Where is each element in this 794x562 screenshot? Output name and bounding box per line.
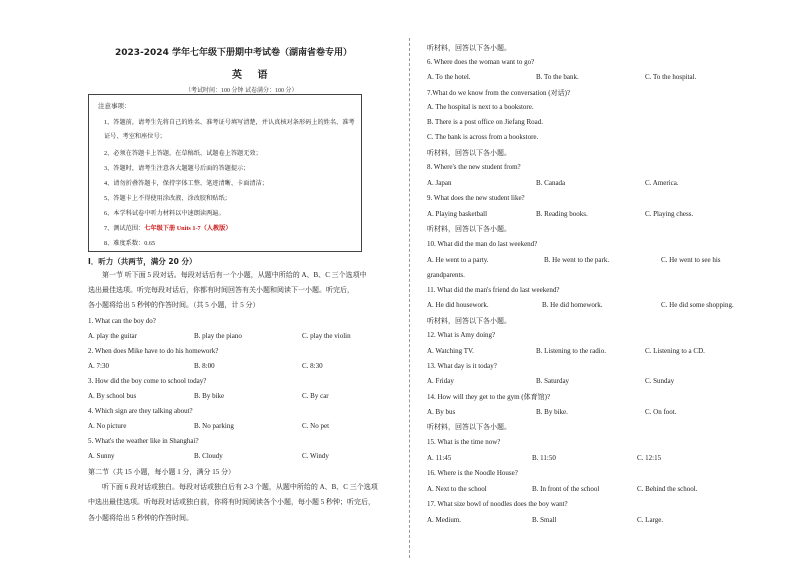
listening-heading: I．听力（共两节，满分 20 分）: [88, 257, 197, 266]
q9-option-a: A. Playing basketball: [427, 210, 488, 218]
subject-title: 英 语: [232, 70, 274, 81]
q3-option-b: B. By bike: [194, 392, 225, 400]
q13-option-a: A. Friday: [427, 377, 454, 385]
question-5: 5. What's the weather like in Shanghai?: [88, 437, 199, 445]
q17-option-a: A. Medium.: [427, 516, 462, 524]
notice-title: 注意事项：: [98, 103, 131, 110]
q14-option-c: C. On foot.: [645, 408, 677, 416]
question-9: 9. What does the new student like?: [427, 194, 525, 202]
question-12: 12. What is Amy doing?: [427, 331, 496, 339]
part1-intro-line1: 第一节 听下面 5 段对话。每段对话后有一个小题，从题中所给的 A、B、C 三个选项中: [102, 271, 367, 279]
exam-meta: （考试时间：100 分钟 试卷满分：100 分）: [185, 88, 298, 94]
q8-option-a: A. Japan: [427, 179, 452, 187]
q11-option-c: C. He did some shopping.: [661, 301, 734, 309]
q15-option-b: B. 11:50: [532, 454, 556, 462]
q10-option-c: C. He went to see his: [661, 256, 721, 264]
q12-option-a: A. Watching TV.: [427, 347, 474, 355]
question-6: 6. Where does the woman want to go?: [427, 58, 535, 66]
part2-intro-line3: 各小题将给出 5 秒钟的作答时间。: [88, 514, 193, 522]
test-scope: 七年级下册 Units 1-7（人教版）: [144, 225, 232, 232]
column-divider: [409, 38, 410, 558]
notice-item-4: 4、请勿折叠答题卡，保持字体工整、笔迹清晰、卡面清洁；: [104, 180, 268, 187]
q5-option-b: B. Cloudy: [194, 452, 223, 460]
exam-title: 2023-2024 学年七年级下册期中考试卷（湖南省卷专用）: [115, 48, 352, 58]
q4-option-a: A. No picture: [88, 422, 127, 430]
q6-option-a: A. To the hotel.: [427, 73, 471, 81]
q4-option-b: B. No parking: [194, 422, 234, 430]
q9-option-c: C. Playing chess.: [645, 210, 694, 218]
q13-option-c: C. Sunday: [645, 377, 675, 385]
instruction-listen-1: 听材料，回答以下各小题。: [427, 44, 511, 52]
part2-intro-line1: 听下面 6 段对话或独白。每段对话或独白后有 2-3 个题，从题中所给的 A、B、C 三个选项: [102, 483, 378, 491]
q1-option-c: C. play the violin: [302, 332, 351, 340]
q3-option-a: A. By school bus: [88, 392, 137, 400]
q17-option-b: B. Small: [532, 516, 557, 524]
q12-option-b: B. Listening to the radio.: [536, 347, 606, 355]
q13-option-b: B. Saturday: [536, 377, 570, 385]
q6-option-c: C. To the hospital.: [645, 73, 697, 81]
part1-intro-line2: 选出最佳选项。听完每段对话后，你都有时间回答有关小题和阅读下一小题。听完后，: [88, 286, 354, 294]
question-8: 8. Where's the new student from?: [427, 163, 521, 171]
q2-option-c: C. 8:30: [302, 362, 323, 370]
q15-option-a: A. 11:45: [427, 454, 452, 462]
q10-option-b: B. He went to the park.: [544, 256, 610, 264]
notice-item-1: [104, 116, 356, 144]
q5-option-a: A. Sunny: [88, 452, 115, 460]
notice-item-3: 3、答题时，请考生注意各大题题号后面的答题提示；: [104, 165, 250, 172]
question-4: 4. Which sign are they talking about?: [88, 407, 193, 415]
question-3: 3. How did the boy come to school today?: [88, 377, 207, 385]
question-15: 15. What is the time now?: [427, 438, 501, 446]
q1-option-b: B. play the piano: [194, 332, 242, 340]
q11-option-b: B. He did homework.: [542, 301, 603, 309]
question-16: 16. Where is the Noodle House?: [427, 469, 518, 477]
notice-item-7: [104, 223, 232, 232]
notice-item-5: 5、答题卡上不得使用涂改液、涂改胶和贴纸；: [104, 195, 231, 202]
notice-item-2: 2、必须在答题卡上答题，在草稿纸、试题卷上答题无效；: [104, 150, 262, 157]
part2-intro-line2: 中选出最佳选项。听每段对话或独白前，你将有时间阅读各个小题，每小题 5 秒钟；听完后，: [88, 498, 375, 506]
q17-option-c: C. Large.: [637, 516, 664, 524]
q15-option-c: C. 12:15: [637, 454, 662, 462]
notice-item-6: 6、本学科试卷中听力材料以中速朗读两遍。: [104, 210, 225, 217]
q10-option-c-cont: grandparents.: [427, 271, 465, 279]
instruction-listen-5: 听材料，回答以下各小题。: [427, 423, 511, 431]
q3-option-c: C. By car: [302, 392, 329, 400]
instruction-listen-4: 听材料，回答以下各小题。: [427, 317, 511, 325]
question-1: 1. What can the boy do?: [88, 317, 156, 325]
part1-intro-line3: 各小题将给出 5 秒钟的作答时间。（共 5 小题，计 5 分）: [88, 301, 260, 309]
question-11: 11. What did the man's friend do last weekend?: [427, 286, 560, 294]
q16-option-a: A. Next to the school: [427, 485, 487, 493]
question-17: 17. What size bowl of noodles does the boy want?: [427, 500, 568, 508]
q4-option-c: C. No pet: [302, 422, 330, 430]
q16-option-c: C. Behind the school.: [637, 485, 698, 493]
q7-option-a: A. The hospital is next to a bookstore.: [427, 103, 534, 111]
instruction-listen-2: 听材料，回答以下各小题。: [427, 149, 511, 157]
question-7: 7.What do we know from the conversation (对话)?: [427, 89, 571, 97]
q8-option-c: C. America.: [645, 179, 679, 187]
q10-option-a: A. He went to a party.: [427, 256, 489, 264]
question-13: 13. What day is it today?: [427, 362, 497, 370]
question-14: 14. How will they get to the gym (体育馆)?: [427, 393, 551, 401]
q11-option-a: A. He did housework.: [427, 301, 489, 309]
q12-option-c: C. Listening to a CD.: [645, 347, 705, 355]
notice-item-8: 8、难度系数：0.65: [104, 240, 156, 247]
instruction-listen-3: 听材料，回答以下各小题。: [427, 225, 511, 233]
q2-option-b: B. 8:00: [194, 362, 215, 370]
q14-option-a: A. By bus: [427, 408, 456, 416]
notice-item-7-label: 7、测试范围：: [104, 225, 145, 232]
q6-option-b: B. To the bank.: [536, 73, 579, 81]
q5-option-c: C. Windy: [302, 452, 329, 460]
q14-option-b: B. By bike.: [536, 408, 568, 416]
question-10: 10. What did the man do last weekend?: [427, 240, 538, 248]
q7-option-b: B. There is a post office on Jiefang Road.: [427, 118, 543, 126]
q16-option-b: B. In front of the school: [532, 485, 600, 493]
question-2: 2. When does Mike have to do his homework?: [88, 347, 219, 355]
q1-option-a: A. play the guitar: [88, 332, 137, 340]
q8-option-b: B. Canada: [536, 179, 566, 187]
q7-option-c: C. The bank is across from a bookstore.: [427, 133, 539, 141]
q2-option-a: A. 7:30: [88, 362, 109, 370]
q9-option-b: B. Reading books.: [536, 210, 588, 218]
part2-heading: 第二节（共 15 小题，每小题 1 分，满分 15 分）: [88, 468, 235, 476]
notice-item-1-text: 1、答题前，请考生先将自己的姓名、准考证号填写清楚，并认真核对条形码上的姓名、准考证号、考室和座位号；: [104, 119, 355, 140]
